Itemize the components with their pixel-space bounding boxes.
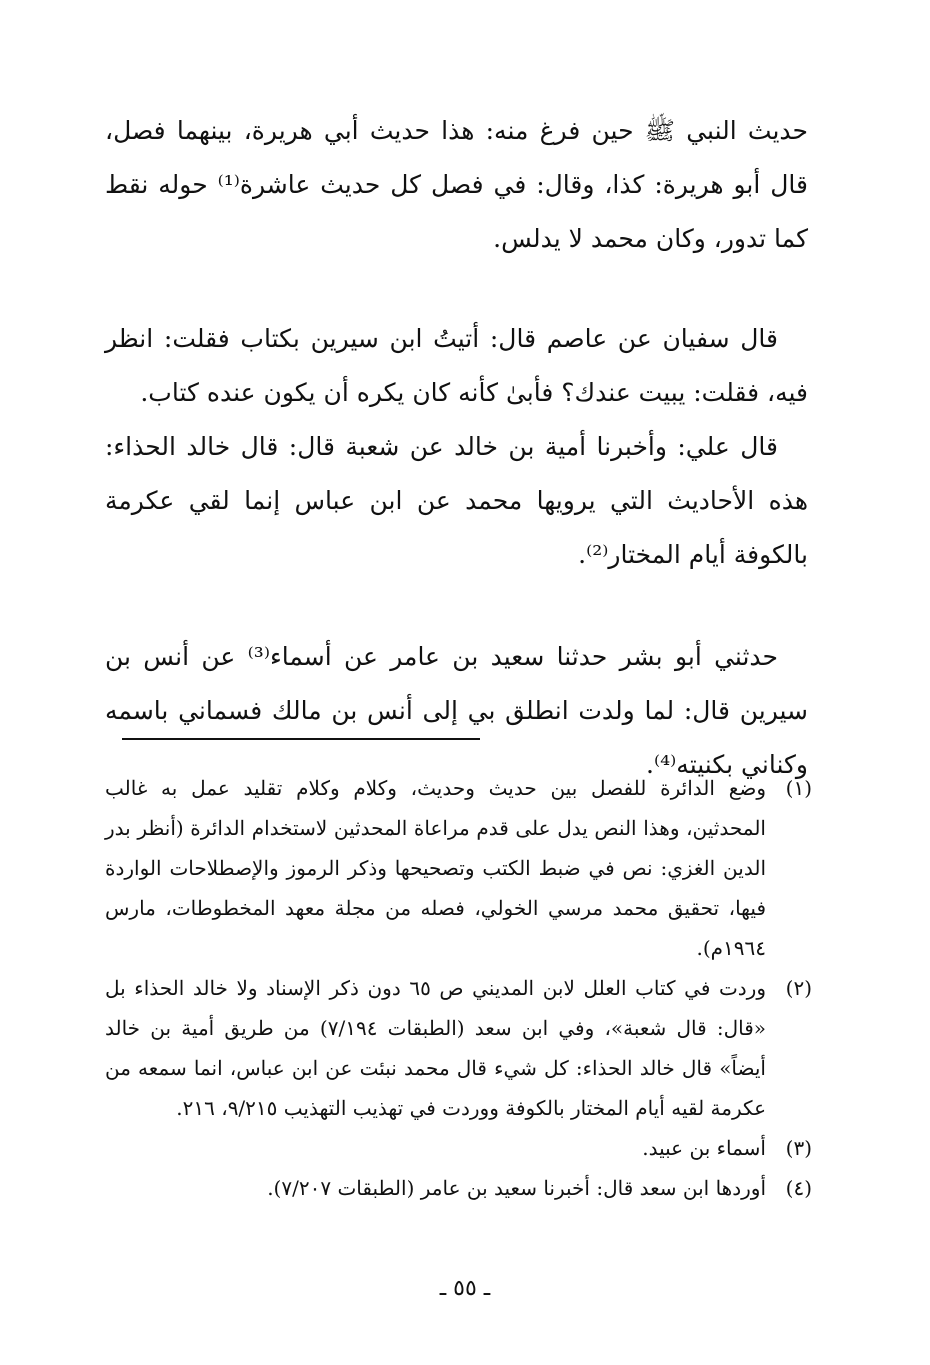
paragraph-2: قال سفيان عن عاصم قال: أتيتُ ابن سيرين بكتاب فقلت: انظر فيه، فقلت: يبيت عندك؟ فأبىٰ كأنه كان يكره أن يكون عنده كتاب. [105, 324, 808, 407]
footnote-text: أوردها ابن سعد قال: أخبرنا سعيد بن عامر (الطبقات ٧/٢٠٧). [267, 1176, 766, 1200]
footnote-1 [105, 768, 812, 968]
footnote-text: أسماء بن عبيد. [642, 1136, 766, 1160]
footnote-number: (١) [785, 776, 812, 800]
footnote-number: (٢) [785, 976, 812, 1000]
footnote-number: (٣) [785, 1136, 812, 1160]
footnote-3 [105, 1128, 812, 1168]
paragraph-4: حدثني أبو بشر حدثنا سعيد بن عامر عن أسماء⁽³⁾ عن أنس بن سيرين قال: لما ولدت انطلق بي إلى أنس بن مالك فسماني باسمه وكناني بكنيته⁽⁴⁾. [105, 642, 808, 779]
paragraph-1: حديث النبي ﷺ حين فرغ منه: هذا حديث أبي هريرة، بينهما فصل، قال أبو هريرة: كذا، وقال: في فصل كل حديث عاشرة⁽¹⁾ حوله نقط كما تدور، وكان محمد لا يدلس. [105, 116, 808, 253]
footnote-4 [105, 1168, 812, 1208]
footnote-separator [122, 738, 480, 740]
paragraph-3: قال علي: وأخبرنا أمية بن خالد عن شعبة قال: قال خالد الحذاء: هذه الأحاديث التي يرويها محمد عن ابن عباس إنما لقي عكرمة بالكوفة أيام المختار⁽²⁾. [105, 432, 808, 569]
main-text [105, 104, 808, 792]
page-number: ـ ٥٥ ـ [439, 1276, 491, 1301]
footnote-text: وضع الدائرة للفصل بين حديث وحديث، وكلام وكلام تقليد عمل به غالب المحدثين، وهذا النص يدل على قدم مراعاة المحدثين لاستخدام الدائرة (أنظر بدر الدين الغزي: نص في ضبط الكتب وتصحيحها وذكر الرموز والإصطلاحات الواردة فيها، تحقيق محمد مرسي الخولي، فصله من مجلة معهد المخطوطات، مارس ١٩٦٤م). [105, 776, 766, 960]
footnote-2 [105, 968, 812, 1128]
footnote-number: (٤) [785, 1176, 812, 1200]
footnotes [105, 768, 812, 1208]
footnote-text: وردت في كتاب العلل لابن المديني ص ٦٥ دون ذكر الإسناد ولا خالد الحذاء بل «قال: قال شعبة»، وفي ابن سعد (الطبقات ٧/١٩٤) من طريق أمية بن خالد أيضاً» قال خالد الحذاء: كل شيء قال محمد نبئت عن ابن عباس، انما سمعه من عكرمة لقيه أيام المختار بالكوفة ووردت في تهذيب التهذيب ٩/٢١٥، ٢١٦. [105, 976, 767, 1120]
